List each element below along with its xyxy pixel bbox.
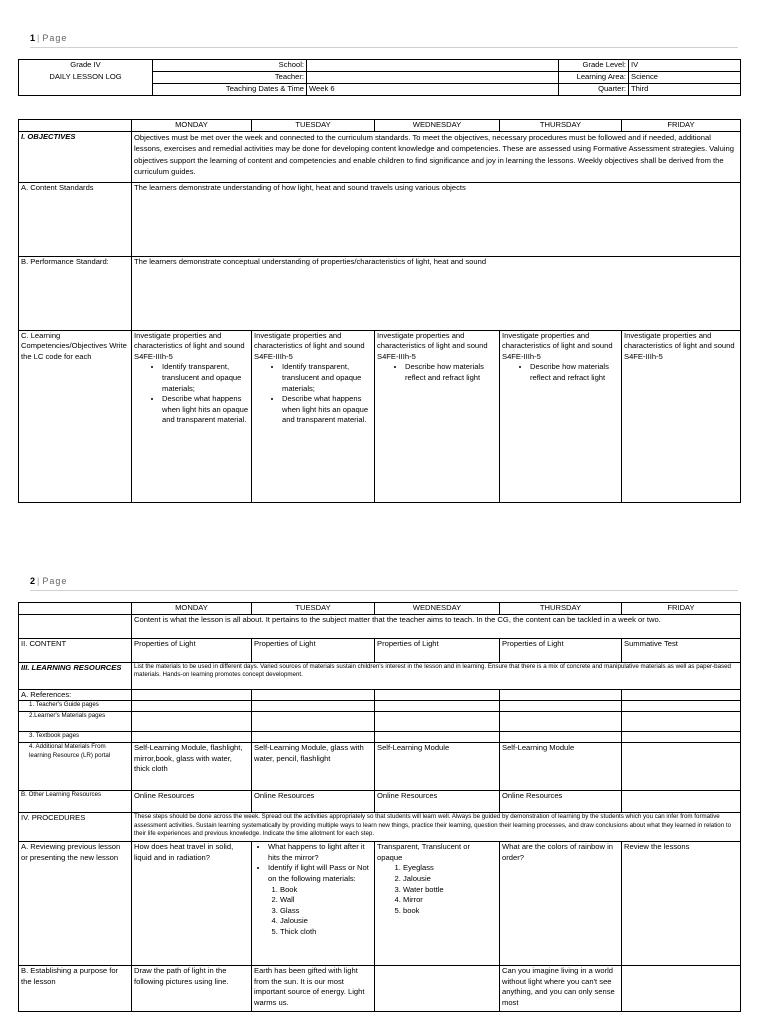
content-tuesday: Properties of Light <box>252 638 375 662</box>
log-cell: DAILY LESSON LOG <box>19 72 153 84</box>
list-item: • Describe how materials reflect and refract light <box>530 362 619 383</box>
competency-list <box>134 362 249 426</box>
list-item: 4. Mirror <box>403 895 497 906</box>
page-word: Page <box>42 33 68 43</box>
competency-intro: Investigate properties and characteristics of light and sound S4FE-IIIh-5 <box>134 330 245 361</box>
review-items-list <box>377 863 497 916</box>
empty-cell <box>132 712 252 732</box>
materials-wednesday: Self-Learning Module <box>375 743 500 791</box>
list-item: 4. Jalousie <box>280 916 372 927</box>
review-friday: Review the lessons <box>622 842 741 966</box>
day-monday: MONDAY <box>132 120 252 132</box>
list-item: 2. Jalousie <box>403 874 497 885</box>
performance-standard-text: The learners demonstrate conceptual understanding of properties/characteristics of light, heat and sound <box>132 256 741 330</box>
establish-tuesday: Earth has been gifted with light from the sun. It is our most important source of energy. Light warms us. <box>252 966 375 1012</box>
day-tuesday: TUESDAY <box>252 120 375 132</box>
content-friday: Summative Test <box>622 638 741 662</box>
grade-cell: Grade IV <box>19 60 153 72</box>
competency-intro: Investigate properties and characteristics of light and sound S4FE-IIIh-5 <box>254 330 365 361</box>
content-thursday: Properties of Light <box>500 638 622 662</box>
content-standards-label: A. Content Standards <box>19 182 132 256</box>
empty-cell <box>375 701 500 712</box>
page-number: 2 <box>30 576 36 586</box>
establish-thursday: Can you imagine living in a world without light where you can't see anything, and you can only sense most <box>500 966 622 1012</box>
day-friday: FRIDAY <box>622 120 741 132</box>
school-label: School: <box>153 60 307 72</box>
competency-thursday <box>500 330 622 502</box>
empty-cell <box>375 712 500 732</box>
review-materials-list <box>254 885 372 938</box>
empty-cell <box>622 701 741 712</box>
day-monday: MONDAY <box>132 603 252 615</box>
textbook-pages-label: 3. Textbook pages <box>19 732 132 743</box>
empty-cell <box>622 966 741 1012</box>
page-header-1: 1 | Page <box>30 33 68 43</box>
objectives-table <box>18 119 741 503</box>
list-item: 5. book <box>403 906 497 917</box>
content-wednesday: Properties of Light <box>375 638 500 662</box>
dates-value: Week 6 <box>307 84 559 96</box>
empty-cell <box>500 689 622 701</box>
other-resources-monday: Online Resources <box>132 791 252 813</box>
page-header-2: 2 | Page <box>30 576 68 586</box>
list-item: 2. Wall <box>280 895 372 906</box>
list-item: 1. Eyeglass <box>403 863 497 874</box>
empty-cell <box>622 732 741 743</box>
page-word: Page <box>42 576 68 586</box>
list-item: • Identify if light will Pass or Not on the following materials: <box>268 863 372 884</box>
materials-monday: Self-Learning Module, flashlight, mirror,book, glass with water, thick cloth <box>132 743 252 791</box>
list-item: • Describe what happens when light hits an opaque and transparent material. <box>162 394 249 426</box>
competency-list <box>502 362 619 383</box>
empty-cell <box>500 712 622 732</box>
teacher-label: Teacher: <box>153 72 307 84</box>
empty-cell <box>622 791 741 813</box>
content-monday: Properties of Light <box>132 638 252 662</box>
day-thursday: THURSDAY <box>500 603 622 615</box>
quarter-value: Third <box>629 84 741 96</box>
competency-friday <box>622 330 741 502</box>
quarter-label: Quarter: <box>559 84 629 96</box>
review-bullets <box>254 842 372 884</box>
competency-list <box>377 362 497 383</box>
empty-cell <box>252 712 375 732</box>
list-item: • Describe how materials reflect and refract light <box>405 362 497 383</box>
list-item: • Describe what happens when light hits an opaque and transparent material. <box>282 394 372 426</box>
area-value: Science <box>629 72 741 84</box>
lesson-table <box>18 602 741 1012</box>
day-friday: FRIDAY <box>622 603 741 615</box>
empty-cell <box>132 689 252 701</box>
other-resources-tuesday: Online Resources <box>252 791 375 813</box>
grade-level-label: Grade Level: <box>559 60 629 72</box>
content-standards-text: The learners demonstrate understanding of how light, heat and sound travels using various objects <box>132 182 741 256</box>
other-resources-wednesday: Online Resources <box>375 791 500 813</box>
competency-tuesday <box>252 330 375 502</box>
corner-cell <box>19 120 132 132</box>
competencies-label: C. Learning Competencies/Objectives Write the LC code for each <box>19 330 132 502</box>
teachers-guide-label: 1. Teacher's Guide pages <box>19 701 132 712</box>
empty-cell <box>252 701 375 712</box>
list-item: • Identify transparent, translucent and opaque materials; <box>162 362 249 394</box>
empty-cell <box>500 732 622 743</box>
review-tuesday <box>252 842 375 966</box>
day-thursday: THURSDAY <box>500 120 622 132</box>
establish-monday: Draw the path of light in the following pictures using line. <box>132 966 252 1012</box>
empty-cell <box>252 689 375 701</box>
list-item: • What happens to light after it hits the mirror? <box>268 842 372 863</box>
empty-cell <box>622 743 741 791</box>
competency-wednesday <box>375 330 500 502</box>
empty-cell <box>500 701 622 712</box>
list-item: • Identify transparent, translucent and opaque materials; <box>282 362 372 394</box>
additional-materials-label: 4. Additional Materials From learning Resource (LR) portal <box>19 743 132 791</box>
teacher-value <box>307 72 559 84</box>
learners-materials-label: 2.Learner's Materials pages <box>19 712 132 732</box>
references-label: A. References: <box>19 689 132 701</box>
establishing-label: B. Establishing a purpose for the lesson <box>19 966 132 1012</box>
school-value <box>307 60 559 72</box>
list-item: 5. Thick cloth <box>280 927 372 938</box>
empty-cell <box>252 732 375 743</box>
review-thursday: What are the colors of rainbow in order? <box>500 842 622 966</box>
materials-thursday: Self-Learning Module <box>500 743 622 791</box>
competency-list <box>254 362 372 426</box>
info-table <box>18 59 741 96</box>
empty-cell <box>622 712 741 732</box>
empty-cell <box>622 689 741 701</box>
other-resources-label: B. Other Learning Resources <box>19 791 132 813</box>
other-resources-thursday: Online Resources <box>500 791 622 813</box>
empty-cell <box>132 701 252 712</box>
competency-intro: Investigate properties and characteristics of light and sound S4FE-IIIh-5 <box>377 330 488 361</box>
materials-tuesday: Self-Learning Module, glass with water, pencil, flashlight <box>252 743 375 791</box>
empty-cell <box>375 732 500 743</box>
learning-resources-label: III. LEARNING RESOURCES <box>19 662 132 689</box>
learning-resources-text: List the materials to be used in different days. Varied sources of materials sustain children's interest in the lesson and in learning. Ensure that there is a mix of concrete and manipulative materials as well as paper-based materials. Hands-on learning promotes concept development. <box>132 662 741 689</box>
blank-cell <box>19 84 153 96</box>
content-label: II. CONTENT <box>19 638 132 662</box>
header-rule <box>30 590 738 591</box>
blank-cell <box>19 614 132 638</box>
review-wednesday <box>375 842 500 966</box>
page-number: 1 <box>30 33 36 43</box>
objectives-label: I. OBJECTIVES <box>19 131 132 182</box>
empty-cell <box>375 689 500 701</box>
day-wednesday: WEDNESDAY <box>375 120 500 132</box>
list-item: 3. Glass <box>280 906 372 917</box>
objectives-text: Objectives must be met over the week and connected to the curriculum standards. To meet the objectives, necessary procedures must be followed and if needed, additional lessons, exercises and remedial activities may be done for developing content knowledge and competencies. These are assessed using Formative Assessment strategies. Valuing objectives support the learning of content and competencies and enable children to find significance and joy in learning the lessons. Weekly objectives shall be derived from the curriculum guides. <box>132 131 741 182</box>
day-wednesday: WEDNESDAY <box>375 603 500 615</box>
competency-intro: Investigate properties and characteristics of light and sound S4FE-IIIh-5 <box>624 330 735 361</box>
corner-cell <box>19 603 132 615</box>
list-item: 3. Water bottle <box>403 885 497 896</box>
grade-level-value: IV <box>629 60 741 72</box>
review-monday: How does heat travel in solid, liquid and in radiation? <box>132 842 252 966</box>
dates-label: Teaching Dates & Time <box>153 84 307 96</box>
review-intro: Transparent, Translucent or opaque <box>377 842 470 862</box>
empty-cell <box>375 966 500 1012</box>
competency-monday <box>132 330 252 502</box>
day-tuesday: TUESDAY <box>252 603 375 615</box>
procedures-label: IV. PROCEDURES <box>19 813 132 842</box>
reviewing-label: A. Reviewing previous lesson or presenting the new lesson <box>19 842 132 966</box>
competency-intro: Investigate properties and characteristics of light and sound S4FE-IIIh-5 <box>502 330 613 361</box>
performance-standard-label: B. Performance Standard: <box>19 256 132 330</box>
content-note: Content is what the lesson is all about. It pertains to the subject matter that the teacher aims to teach. In the CG, the content can be tackled in a week or two. <box>132 614 741 638</box>
header-rule <box>30 47 738 48</box>
area-label: Learning Area: <box>559 72 629 84</box>
list-item: 1. Book <box>280 885 372 896</box>
empty-cell <box>132 732 252 743</box>
procedures-text: These steps should be done across the week. Spread out the activities appropriately so that students will learn well. Always be guided by demonstration of learning by the students which you can infer from formative assessment activities. Sustain learning systematically by providing multiple ways to learn new things, practice their learning, question their learning processes, and draw conclusions about what they learned in relation to their life experiences and previous knowledge. Indicate the time allotment for each step. <box>132 813 741 842</box>
